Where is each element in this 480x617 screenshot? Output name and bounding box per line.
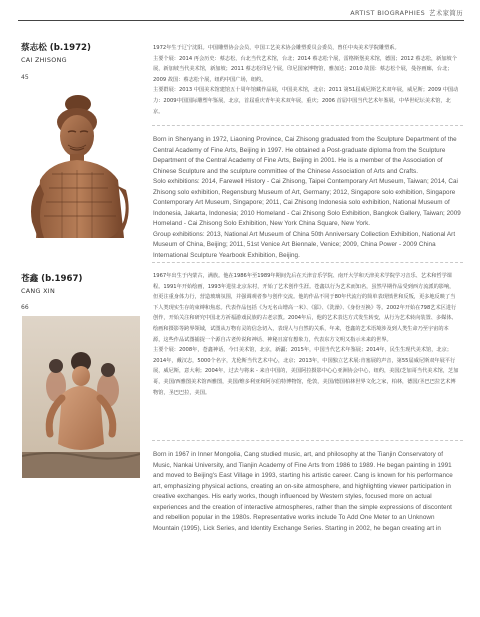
bio-en-group-exhibitions: Group exhibitions: 2013, National Art Museum of China 50th Anniversary Collection Exhibition, National Art Museum of China, Beijing; 2011, 51st Venice Art Biennale, Venice; 2009, China Power - 2009 China International Sculpture Yearbook Exhibition, Beijing. <box>153 230 456 260</box>
section-title-en: ARTIST BIOGRAPHIES <box>350 9 426 17</box>
artwork-page-number: 45 <box>21 74 29 81</box>
artwork-page-number: 66 <box>21 304 29 311</box>
biography-english <box>153 450 461 534</box>
bio-en-solo-exhibitions: Solo exhibitions: 2014, Farewell History - Cai Zhisong, Taipei Contemporary Art Museum, Taiwan; 2014, Cai Zhisong solo exhibition, Regensburg Museum of Art, Germany; 2012, Singapore solo exhibition, Singapore Contemporary Art Museum, Singapore; 2011, Cai Zhisong Indonesia solo exhibition, National Museum of Indonesia, Jakarta, Indonesia; 2010 Homeland - Cai Zhisong Solo Exhibition, Bangkok Gallery, Taiwan; 2009 Homeland - Cai Zhisong Solo Exhibition, New York China Square, New York. <box>153 178 461 228</box>
artist-name-en: CAI ZHISONG <box>21 56 67 64</box>
section-divider <box>152 125 463 126</box>
bio-cn-solo-exhibitions: 主要个展：2008年，苍鑫神话，今日美术馆，北京，新疆；2015年，中国当代艺术年鉴展；2014年，民生生现代美术馆，北京；2014年，戴汉志，5000个名字，尤伦斯当代艺术中心，北京；2013年，中国独立艺术展:肯塞展的声音，第55届威尼斯双年展平行展，威尼斯，意大利；2004年，过去与将来 - 来自中国的，美国阿拉摄影中心心亚洲协会中心，纽约，美国/芝加哥当代美术馆，芝加哥，美国/西雅图美术馆西雅图，美国/维多利亚和阿尔伯特博物馆，伦敦，美国/德国柏林世界文化之家，柏林，德国/圣巴巴拉艺术博物馆，圣巴巴拉，美国。 <box>153 347 459 396</box>
artist-name-en: CANG XIN <box>21 287 56 295</box>
running-head <box>350 8 463 17</box>
header-rule <box>18 20 464 21</box>
bio-cn-solo-exhibitions: 主要个展：2014 再会历史：蔡志松，台北当代艺术馆，台北；2014 蔡志松个展，雷格斯堡美术馆，德国；2012 蔡志松，新加坡个展，新加坡当代美术馆，新加坡；2011 蔡志松印尼个展，印尼国家博物馆，雅加达；2010 故国：蔡志松个展，曼谷画廊，台北；2009 故国：蔡志松个展，纽约中国广场，纽约。 <box>153 55 457 83</box>
terracotta-warrior-sculpture-image <box>22 88 140 238</box>
bio-cn-paragraph: 1972年生于辽宁沈阳。中国雕塑协会会员，中国工艺美术协会雕塑委员会委员，曾任中央美术学院雕塑系。 <box>153 45 400 51</box>
bio-cn-paragraph: 1967年出生于内蒙古，满族。他在1986年至1989年期间先后在天津音乐学院、南开大学和天津美术学院学习音乐、艺术和哲学课程。1991年开始绘画，1993年进驻北京东村，开始了艺术创作生涯。苍鑫以行为艺术而知名，虽然早期作品受到西方流派的影响，但更注重身体力行，营造玻璃氛围，并强调观者参与创作交流。他的作品不同于80年代流行的简单表现愤世和反叛，更多地反映了当下人类现实生存的束缚和焦虑。代表作品包括《为无名山增高一米》、《舔》、《洗澡》、《身份互换》等。2002年开始在798艺术区进行创作，开始关注和研究中国北方祈福游戏民族的古老宗教。2004年后，他的艺术表达方式发生转变，从行为艺术转向装置、多媒体、绘画和摄影等跨界领域，试图从万物有灵的信念切入，表现人与自然的关系，年来，苍鑫的艺术语境涉及到人类生命乃至宇宙的本源，这些作品试图捕捉一个源自古老传说和神话、神秘且富有想象力，代表东方文明又指示未来的世界。 <box>153 273 457 343</box>
bio-cn-group-exhibitions: 主要群展：2013 中国美术馆建馆五十周年馆藏作品展，中国美术馆，北京；2011 第51届威尼斯艺术双年展，威尼斯；2009 中国动力：2009中国国际雕塑年鉴展，北京，首届重庆青年美术双年展，重庆；2006 首届中国当代艺术年鉴展，中华世纪坛美术馆，北京。 <box>153 87 459 115</box>
section-title-cn: 艺术家简历 <box>429 9 463 17</box>
bio-en-paragraph: Born in Shenyang in 1972, Liaoning Province, Cai Zhisong graduated from the Sculpture Department of the Central Academy of Fine Arts, Beijing in 1997. He obtained a Post-graduate diploma from the Sculpture Department of the Central Academy of Fine Arts, Beijing in 2001. He is a member of the Association of Chinese Sculpture and the sculpture committee of the Chinese Association of Arts and Crafts. <box>153 136 457 175</box>
biography-chinese <box>153 43 459 117</box>
artist-name-cn: 蔡志松 (b.1972) <box>21 43 91 53</box>
performance-photograph-image <box>22 316 140 478</box>
biography-chinese <box>153 271 459 398</box>
section-divider <box>152 440 463 441</box>
artist-name-cn: 苍鑫 (b.1967) <box>21 274 83 284</box>
biography-english <box>153 135 461 262</box>
bio-en-paragraph: Born in 1967 in Inner Mongolia, Cang studied music, art, and philosophy at the Tianjin Conservatory of Music, Nankai University, and Tianjin Academy of Fine Arts from 1986 to 1989. He began painting in 1991 and moved to Beijing's East Village in 1993, starting his artistic career. Cang is known for his performance art, emphasizing physical actions, creating an on-site atmosphere, and highlighting viewer participation in creative exchanges. His early works, though influenced by Western styles, focused more on actual experiences and the creation of interactive atmospheres, rather than the simple expressions of discontent and rebellion popular in the 1980s. Representative works include To Add One Meter to an Unknown Mountain (1995), Lick Series, and Identity Exchange Series. Starting in 2002, he began creating art in <box>153 451 453 532</box>
section-divider <box>152 262 463 263</box>
